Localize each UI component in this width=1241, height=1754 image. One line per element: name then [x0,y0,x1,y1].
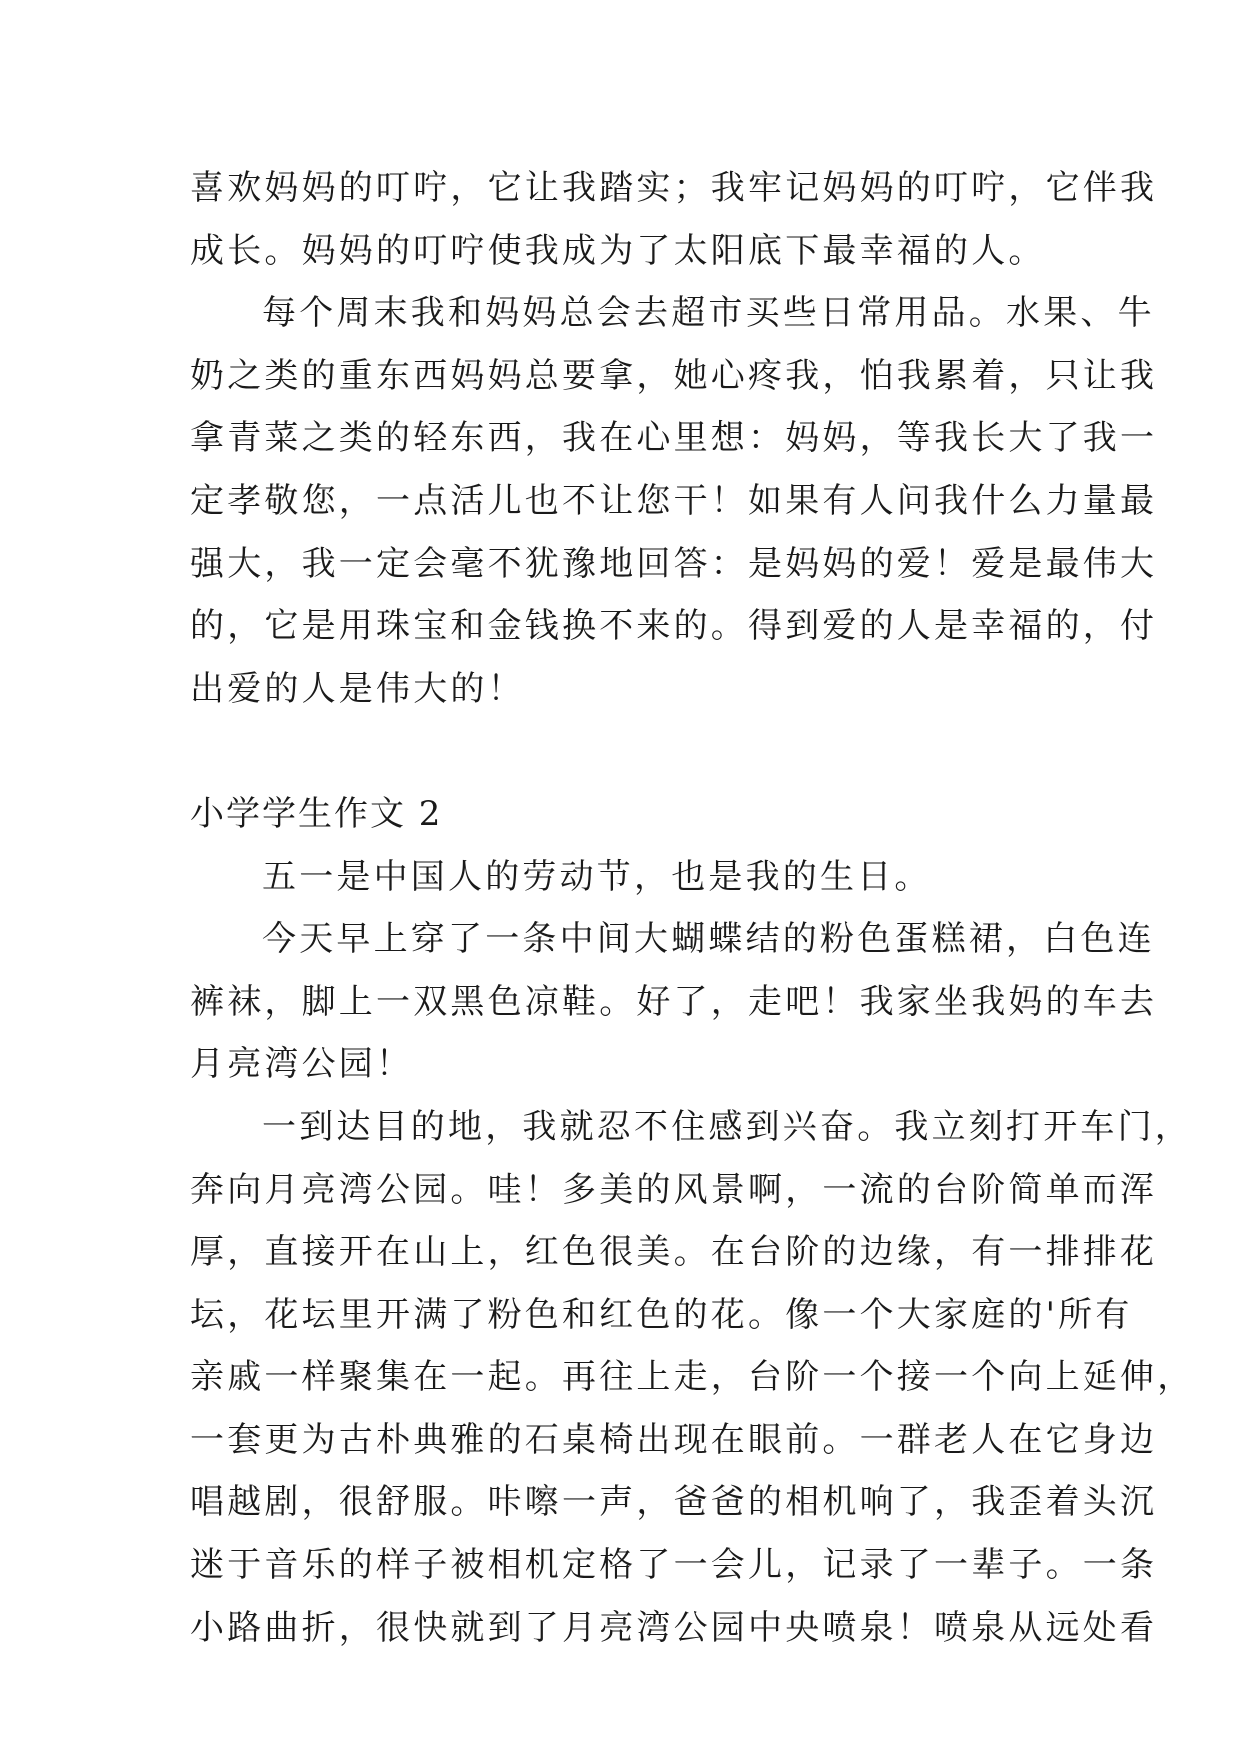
text-line: 出爱的人是伟大的！ [190,668,525,709]
text-line: 月亮湾公园！ [190,1044,414,1085]
text-line: 的，它是用珠宝和金钱换不来的。得到爱的人是幸福的，付 [190,606,1158,647]
text-line: 坛，花坛里开满了粉色和红色的花。像一个大家庭的'所有 [190,1294,1133,1335]
text-line: 裤袜，脚上一双黑色凉鞋。好了，走吧！我家坐我妈的车去 [190,981,1158,1022]
text-line: 奶之类的重东西妈妈总要拿，她心疼我，怕我累着，只让我 [190,355,1158,396]
text-line: 每个周末我和妈妈总会去超市买些日常用品。水果、牛 [262,293,1155,334]
text-line: 拿青菜之类的轻东西，我在心里想：妈妈，等我长大了我一 [190,418,1158,459]
text-line: 定孝敬您，一点活儿也不让您干！如果有人问我什么力量最 [190,480,1158,521]
text-line: 今天早上穿了一条中间大蝴蝶结的粉色蛋糕裙，白色连 [262,919,1155,960]
essay-heading: 小学学生作文 2 [190,793,443,834]
paragraph-supermarket [190,282,1158,720]
text-line: 厚，直接开在山上，红色很美。在台阶的边缘，有一排排花 [190,1232,1158,1273]
document-body [190,157,1195,1659]
text-line: 强大，我一定会毫不犹豫地回答：是妈妈的爱！爱是最伟大 [190,543,1158,584]
text-line: 喜欢妈妈的叮咛，它让我踏实；我牢记妈妈的叮咛，它伴我 [190,168,1158,208]
text-line: 亲戚一样聚集在一起。再往上走，台阶一个接一个向上延伸， [190,1357,1195,1398]
paragraph-continued [190,157,1158,282]
text-line: 一到达目的地，我就忍不住感到兴奋。我立刻打开车门， [262,1106,1192,1147]
text-line: 五一是中国人的劳动节，也是我的生日。 [262,856,932,897]
paragraph-outfit [190,908,1158,1096]
text-line: 小路曲折，很快就到了月亮湾公园中央喷泉！喷泉从远处看 [190,1607,1158,1648]
text-line: 成长。妈妈的叮咛使我成为了太阳底下最幸福的人。 [190,230,1046,271]
paragraph-park [190,1096,1195,1659]
text-line: 奔向月亮湾公园。哇！多美的风景啊，一流的台阶简单而浑 [190,1169,1158,1210]
text-line: 一套更为古朴典雅的石桌椅出现在眼前。一群老人在它身边 [190,1419,1158,1460]
text-line: 唱越剧，很舒服。咔嚓一声，爸爸的相机响了，我歪着头沉 [190,1482,1158,1523]
paragraph-may-day [190,846,1050,909]
text-line: 迷于音乐的样子被相机定格了一会儿，记录了一辈子。一条 [190,1545,1158,1586]
blank-line [190,720,1050,783]
